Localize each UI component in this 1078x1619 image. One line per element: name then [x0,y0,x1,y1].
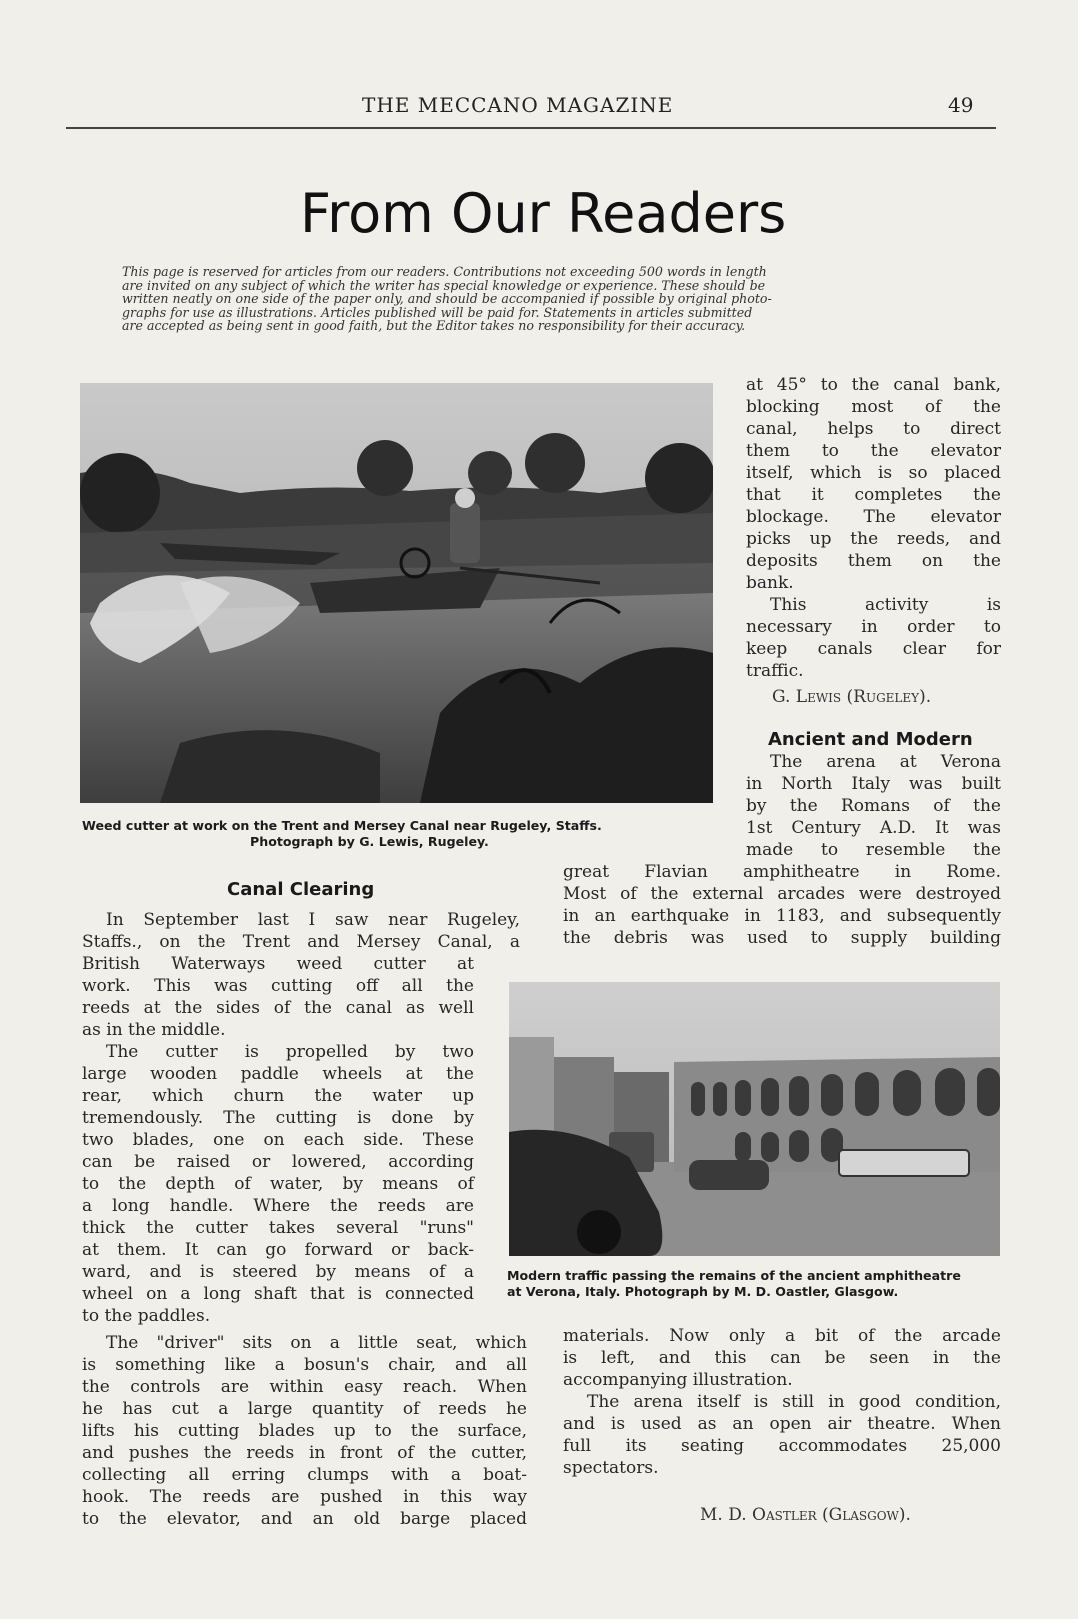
text-line: is left, and this can be seen in the [563,1348,1001,1368]
verona-arena-photo [509,982,1000,1256]
text-line: hook. The reeds are pushed in this way [82,1487,527,1507]
page-number: 49 [948,93,974,117]
signature-m-d-oastler: M. D. Oastler (Glasgow). [700,1505,911,1525]
intro-line: written neatly on one side of the paper only, and should be accompanied if possible by original photo- [122,291,772,307]
text-line: work. This was cutting off all the [82,976,474,996]
verona-caption-line-1: Modern traffic passing the remains of the ancient amphitheatre [507,1268,961,1283]
text-line: This activity is [770,595,1001,615]
text-line: he has cut a large quantity of reeds he [82,1399,527,1419]
intro-line: are invited on any subject of which the writer has special knowledge or experience. These should be [122,277,766,293]
text-line: The cutter is propelled by two [106,1042,474,1062]
text-line: collecting all erring clumps with a boat- [82,1465,527,1485]
text-line: spectators. [563,1458,659,1478]
text-line: that it completes the [746,485,1001,505]
text-line: and is used as an open air theatre. When [563,1414,1001,1434]
text-line: at them. It can go forward or back- [82,1240,474,1260]
text-line: wheel on a long shaft that is connected [82,1284,474,1304]
text-line: blocking most of the [746,397,1001,417]
text-line: blockage. The elevator [746,507,1001,527]
text-line: Most of the external arcades were destroyed [563,884,1001,904]
verona-arena-image [509,982,1000,1256]
text-line: the controls are within easy reach. When [82,1377,527,1397]
text-line: picks up the reeds, and [746,529,1001,549]
text-line: In September last I saw near Rugeley, [106,910,520,930]
text-line: traffic. [746,661,804,681]
text-line: full its seating accommodates 25,000 [563,1436,1001,1456]
text-line: necessary in order to [746,617,1001,637]
text-line: in an earthquake in 1183, and subsequently [563,906,1001,926]
heading-ancient-and-modern: Ancient and Modern [768,729,973,750]
text-line: large wooden paddle wheels at the [82,1064,474,1084]
running-title: THE MECCANO MAGAZINE [362,93,674,117]
text-line: Staffs., on the Trent and Mersey Canal, a [82,932,520,952]
text-line: at 45° to the canal bank, [746,375,1001,395]
text-line: can be raised or lowered, according [82,1152,474,1172]
text-line: them to the elevator [746,441,1001,461]
verona-caption-line-2: at Verona, Italy. Photograph by M. D. Oastler, Glasgow. [507,1284,899,1299]
ancient-modern-wide [563,861,1001,949]
text-line: The arena itself is still in good condition, [587,1392,1001,1412]
text-line: as in the middle. [82,1020,226,1040]
text-line: is something like a bosun's chair, and all [82,1355,527,1375]
text-line: and pushes the reeds in front of the cutter, [82,1443,527,1463]
ancient-modern-intro [746,751,1001,861]
text-line: The arena at Verona [770,752,1001,772]
text-line: to the elevator, and an old barge placed [82,1509,527,1529]
weed-cutter-caption-line-2: Photograph by G. Lewis, Rugeley. [250,834,489,849]
header-rule [66,127,996,129]
text-line: the debris was used to supply building [563,928,1001,948]
text-line: thick the cutter takes several "runs" [82,1218,474,1238]
text-line: to the paddles. [82,1306,211,1326]
intro-line: graphs for use as illustrations. Articles published will be paid for. Statements in articles submitted [122,304,753,320]
text-line: deposits them on the [746,551,1001,571]
text-line: keep canals clear for [746,639,1001,659]
signature-g-lewis: G. Lewis (Rugeley). [772,687,932,707]
text-line: materials. Now only a bit of the arcade [563,1326,1001,1346]
text-line: British Waterways weed cutter at [82,954,474,974]
text-line: in North Italy was built [746,774,1001,794]
canal-clearing-continued [746,374,1001,682]
intro-notice [122,265,954,333]
text-line: great Flavian amphitheatre in Rome. [563,862,1001,882]
text-line: The "driver" sits on a little seat, which [106,1333,527,1353]
intro-line: are accepted as being sent in good faith, but the Editor takes no responsibility for their accuracy. [122,318,746,334]
canal-clearing-final [82,1332,527,1530]
text-line: rear, which churn the water up [82,1086,474,1106]
heading-canal-clearing: Canal Clearing [227,879,375,900]
text-line: two blades, one on each side. These [82,1130,474,1150]
text-line: accompanying illustration. [563,1370,793,1390]
text-line: a long handle. Where the reeds are [82,1196,474,1216]
text-line: canal, helps to direct [746,419,1001,439]
text-line: reeds at the sides of the canal as well [82,998,474,1018]
text-line: itself, which is so placed [746,463,1001,483]
text-line: bank. [746,573,794,593]
canal-clearing-lead [82,909,520,953]
text-line: to the depth of water, by means of [82,1174,474,1194]
text-line: by the Romans of the [746,796,1001,816]
text-line: ward, and is steered by means of a [82,1262,474,1282]
text-line: lifts his cutting blades up to the surface, [82,1421,527,1441]
intro-line: This page is reserved for articles from our readers. Contributions not exceeding 500 words in length [122,264,767,279]
text-line: tremendously. The cutting is done by [82,1108,474,1128]
text-line: 1st Century A.D. It was [746,818,1001,838]
weed-cutter-image [80,383,713,803]
weed-cutter-photo [80,383,713,803]
weed-cutter-caption-line-1: Weed cutter at work on the Trent and Mersey Canal near Rugeley, Staffs. [82,818,602,833]
page-title: From Our Readers [300,182,787,245]
canal-clearing-body [82,953,474,1327]
text-line: made to resemble the [746,840,1001,860]
ancient-modern-conclusion [563,1325,1001,1479]
